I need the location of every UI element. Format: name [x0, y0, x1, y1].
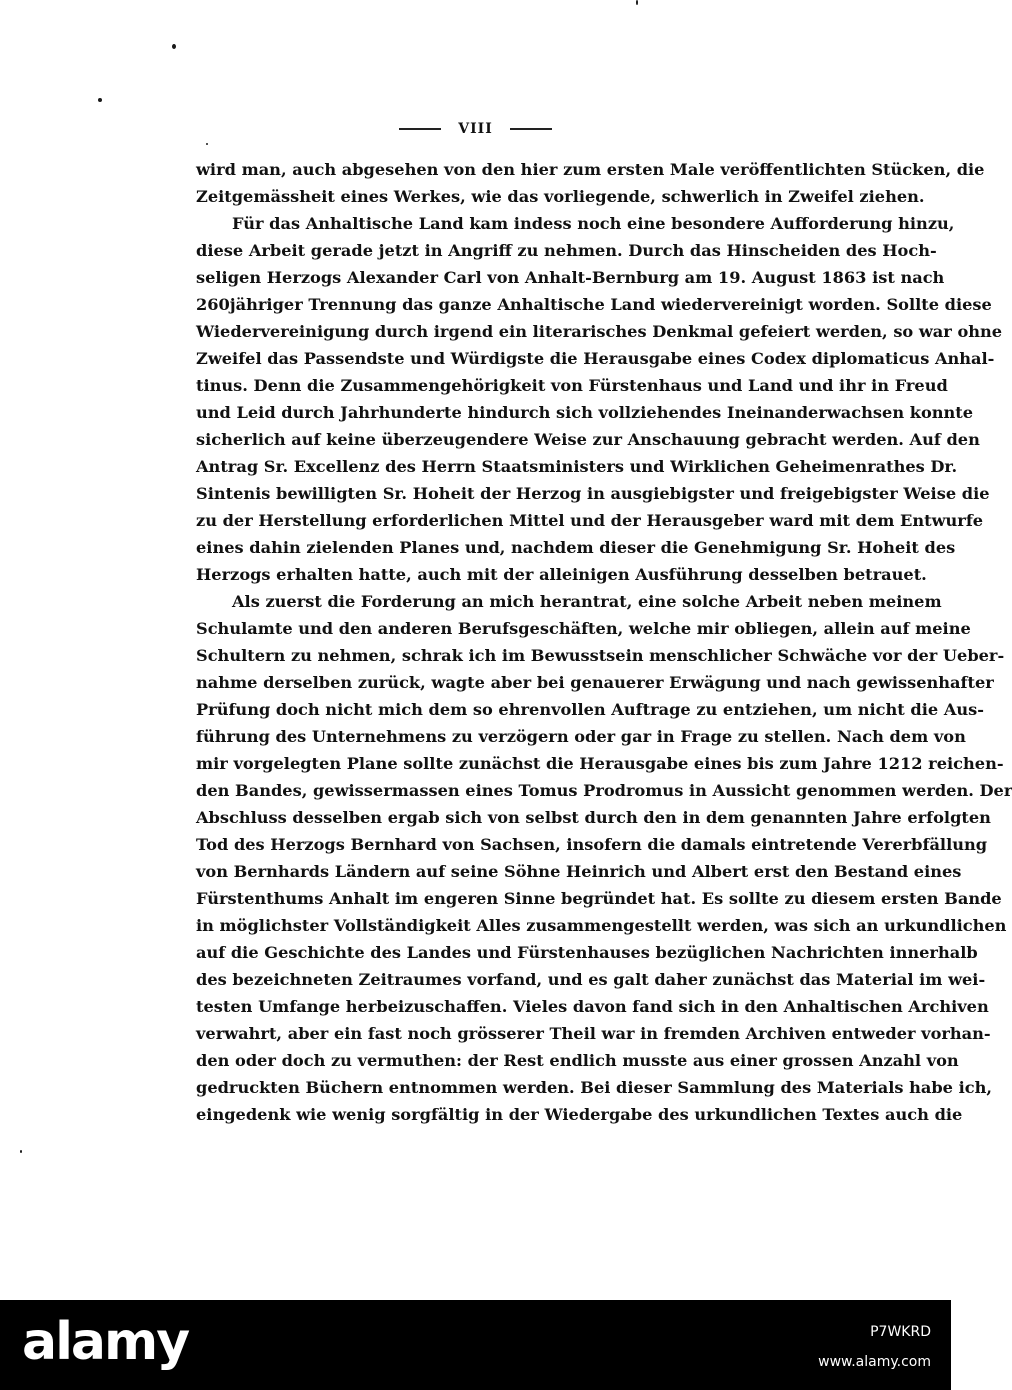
text-line: Schultern zu nehmen, schrak ich im Bewusstsein menschlicher Schwäche vor der Ueber- [196, 646, 1005, 665]
text-line: Wiedervereinigung durch irgend ein literarisches Denkmal gefeiert werden, so war ohne [196, 322, 1003, 341]
text-line: Sintenis bewilligten Sr. Hoheit der Herzog in ausgiebigster und freigebigster Weise die [196, 484, 990, 503]
text-line: Zweifel das Passendste und Würdigste die Herausgabe eines Codex diplomaticus Anhal- [196, 349, 995, 368]
text-line: Für das Anhaltische Land kam indess noch eine besondere Aufforderung hinzu, [232, 214, 955, 233]
text-line: den oder doch zu vermuthen: der Rest endlich musste aus einer grossen Anzahl von [196, 1051, 959, 1070]
text-line: Prüfung doch nicht mich dem so ehrenvollen Auftrage zu entziehen, um nicht die Aus- [196, 700, 984, 719]
text-line: Zeitgemässheit eines Werkes, wie das vorliegende, schwerlich in Zweifel ziehen. [196, 187, 925, 206]
text-line: diese Arbeit gerade jetzt in Angriff zu nehmen. Durch das Hinscheiden des Hoch- [196, 241, 937, 260]
ink-speck [98, 98, 102, 102]
text-line: nahme derselben zurück, wagte aber bei genauerer Erwägung und nach gewissenhafter [196, 673, 994, 692]
text-line: wird man, auch abgesehen von den hier zum ersten Male veröffentlichten Stücken, die [196, 160, 985, 179]
text-line: Abschluss desselben ergab sich von selbst durch den in dem genannten Jahre erfolgten [196, 808, 991, 827]
header-rule-right [510, 128, 552, 130]
text-line: tinus. Denn die Zusammengehörigkeit von Fürstenhaus und Land und ihr in Freud [196, 376, 948, 395]
stock-image-id: P7WKRD [870, 1324, 931, 1340]
text-line: testen Umfange herbeizuschaffen. Vieles davon fand sich in den Anhaltischen Archiven [196, 997, 989, 1016]
text-line: verwahrt, aber ein fast noch grösserer Theil war in fremden Archiven entweder vorhan- [196, 1024, 991, 1043]
alamy-logo: alamy [22, 1312, 189, 1372]
text-line: von Bernhards Ländern auf seine Söhne Heinrich und Albert erst den Bestand eines [196, 862, 962, 881]
text-line: eines dahin zielenden Planes und, nachdem dieser die Genehmigung Sr. Hoheit des [196, 538, 956, 557]
text-line: Fürstenthums Anhalt im engeren Sinne begründet hat. Es sollte zu diesem ersten Bande [196, 889, 1002, 908]
text-line: mir vorgelegten Plane sollte zunächst die Herausgabe eines bis zum Jahre 1212 reichen- [196, 754, 1004, 773]
text-line: Als zuerst die Forderung an mich herantrat, eine solche Arbeit neben meinem [232, 592, 942, 611]
text-line: 260jähriger Trennung das ganze Anhaltische Land wiedervereinigt worden. Sollte diese [196, 295, 992, 314]
body-text [196, 156, 1012, 1128]
page-header [0, 118, 951, 138]
text-line: Tod des Herzogs Bernhard von Sachsen, insofern die damals eintretende Vererbfällung [196, 835, 988, 854]
text-line: seligen Herzogs Alexander Carl von Anhalt-Bernburg am 19. August 1863 ist nach [196, 268, 945, 287]
text-line: eingedenk wie wenig sorgfältig in der Wiedergabe des urkundlichen Textes auch die [196, 1105, 963, 1124]
page-number: VIII [458, 120, 493, 137]
text-line: Schulamte und den anderen Berufsgeschäften, welche mir obliegen, allein auf meine [196, 619, 971, 638]
site-url: www.alamy.com [818, 1354, 931, 1370]
text-line: des bezeichneten Zeitraumes vorfand, und es galt daher zunächst das Material im wei- [196, 970, 986, 989]
ink-speck [636, 0, 638, 5]
text-line: den Bandes, gewissermassen eines Tomus Prodromus in Aussicht genommen werden. Der [196, 781, 1012, 800]
text-line: führung des Unternehmens zu verzögern oder gar in Frage zu stellen. Nach dem von [196, 727, 966, 746]
watermark-footer [0, 1300, 951, 1390]
ink-speck [20, 1150, 22, 1153]
header-rule-left [399, 128, 441, 130]
text-line: und Leid durch Jahrhunderte hindurch sich vollziehendes Ineinanderwachsen konnte [196, 403, 974, 422]
text-line: in möglichster Vollständigkeit Alles zusammengestellt werden, was sich an urkundlichen [196, 916, 1007, 935]
ink-speck [172, 44, 176, 49]
text-line: Antrag Sr. Excellenz des Herrn Staatsministers und Wirklichen Geheimenrathes Dr. [196, 457, 958, 476]
text-line: auf die Geschichte des Landes und Fürstenhauses bezüglichen Nachrichten innerhalb [196, 943, 978, 962]
ink-speck [206, 143, 208, 145]
text-line: sicherlich auf keine überzeugendere Weise zur Anschauung gebracht werden. Auf den [196, 430, 980, 449]
text-line: zu der Herstellung erforderlichen Mittel und der Herausgeber ward mit dem Entwurfe [196, 511, 984, 530]
text-line: Herzogs erhalten hatte, auch mit der alleinigen Ausführung desselben betrauet. [196, 565, 927, 584]
text-line: gedruckten Büchern entnommen werden. Bei dieser Sammlung des Materials habe ich, [196, 1078, 993, 1097]
